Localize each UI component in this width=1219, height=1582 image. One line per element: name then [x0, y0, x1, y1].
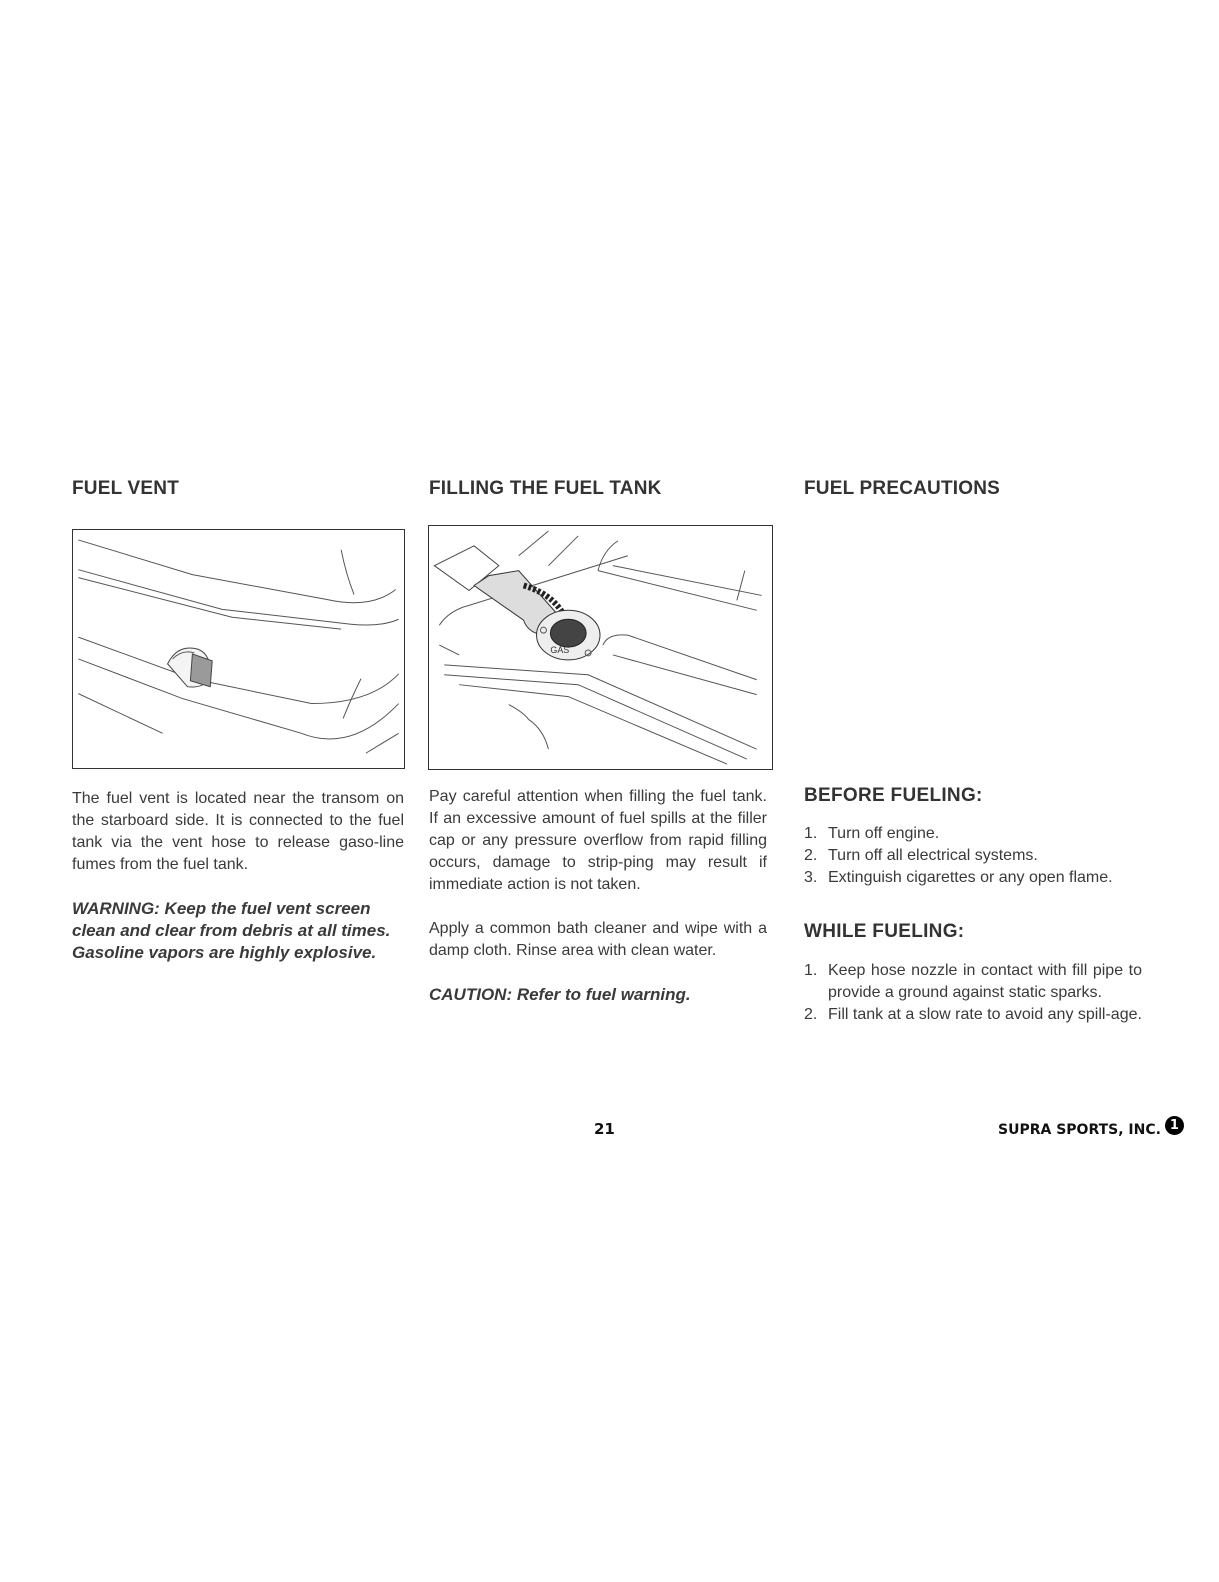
fuel-vent-heading: FUEL VENT [72, 478, 180, 499]
fuel-vent-text [72, 788, 404, 964]
filling-section [429, 478, 767, 500]
precautions-heading: FUEL PRECAUTIONS [804, 478, 1001, 499]
list-item: 3. Extinguish cigarettes or any open flame. [804, 869, 1113, 886]
gas-label: GAS [550, 644, 570, 655]
page-number: 21 [594, 1120, 615, 1138]
list-item: 2. Turn off all electrical systems. [804, 847, 1038, 864]
filling-body-1: Pay careful attention when filling the fuel tank. If an excessive amount of fuel spills at the filler cap or any pressure overflow from rapid filling occurs, damage to strip-ping may result if immediate action is not taken. [429, 788, 767, 893]
filling-caution: CAUTION: Refer to fuel warning. [429, 985, 691, 1004]
filling-heading: FILLING THE FUEL TANK [429, 478, 662, 499]
brand-name: SUPRA SPORTS, INC. [998, 1121, 1161, 1138]
before-fueling-section [804, 785, 1142, 889]
brand-footer [998, 1120, 1184, 1139]
filling-text [429, 786, 767, 1006]
filling-illustration [428, 525, 773, 770]
fuel-vent-body: The fuel vent is located near the transom on the starboard side. It is connected to the fuel tank via the vent hose to release gaso-line fumes from the fuel tank. [72, 790, 404, 873]
filling-body-2: Apply a common bath cleaner and wipe with a damp cloth. Rinse area with clean water. [429, 920, 767, 959]
while-fueling-section [804, 921, 1142, 1026]
fuel-vent-warning: WARNING: Keep the fuel vent screen clean and clear from debris at all times. Gasoline vapors are highly explosive. [72, 899, 391, 962]
list-item: 2. Fill tank at a slow rate to avoid any spill-age. [804, 1006, 1142, 1023]
fuel-vent-illustration [72, 529, 405, 769]
while-fueling-heading: WHILE FUELING: [804, 921, 965, 942]
fuel-vent-section [72, 478, 404, 500]
list-item: 1. Keep hose nozzle in contact with fill pipe to provide a ground against static sparks. [804, 962, 1142, 1001]
list-item: 1. Turn off engine. [804, 825, 940, 842]
while-fueling-list [804, 960, 1142, 1026]
number-one-badge-icon: 1 [1165, 1116, 1184, 1135]
before-fueling-list [804, 823, 1142, 889]
precautions-section [804, 478, 1142, 500]
before-fueling-heading: BEFORE FUELING: [804, 785, 983, 806]
